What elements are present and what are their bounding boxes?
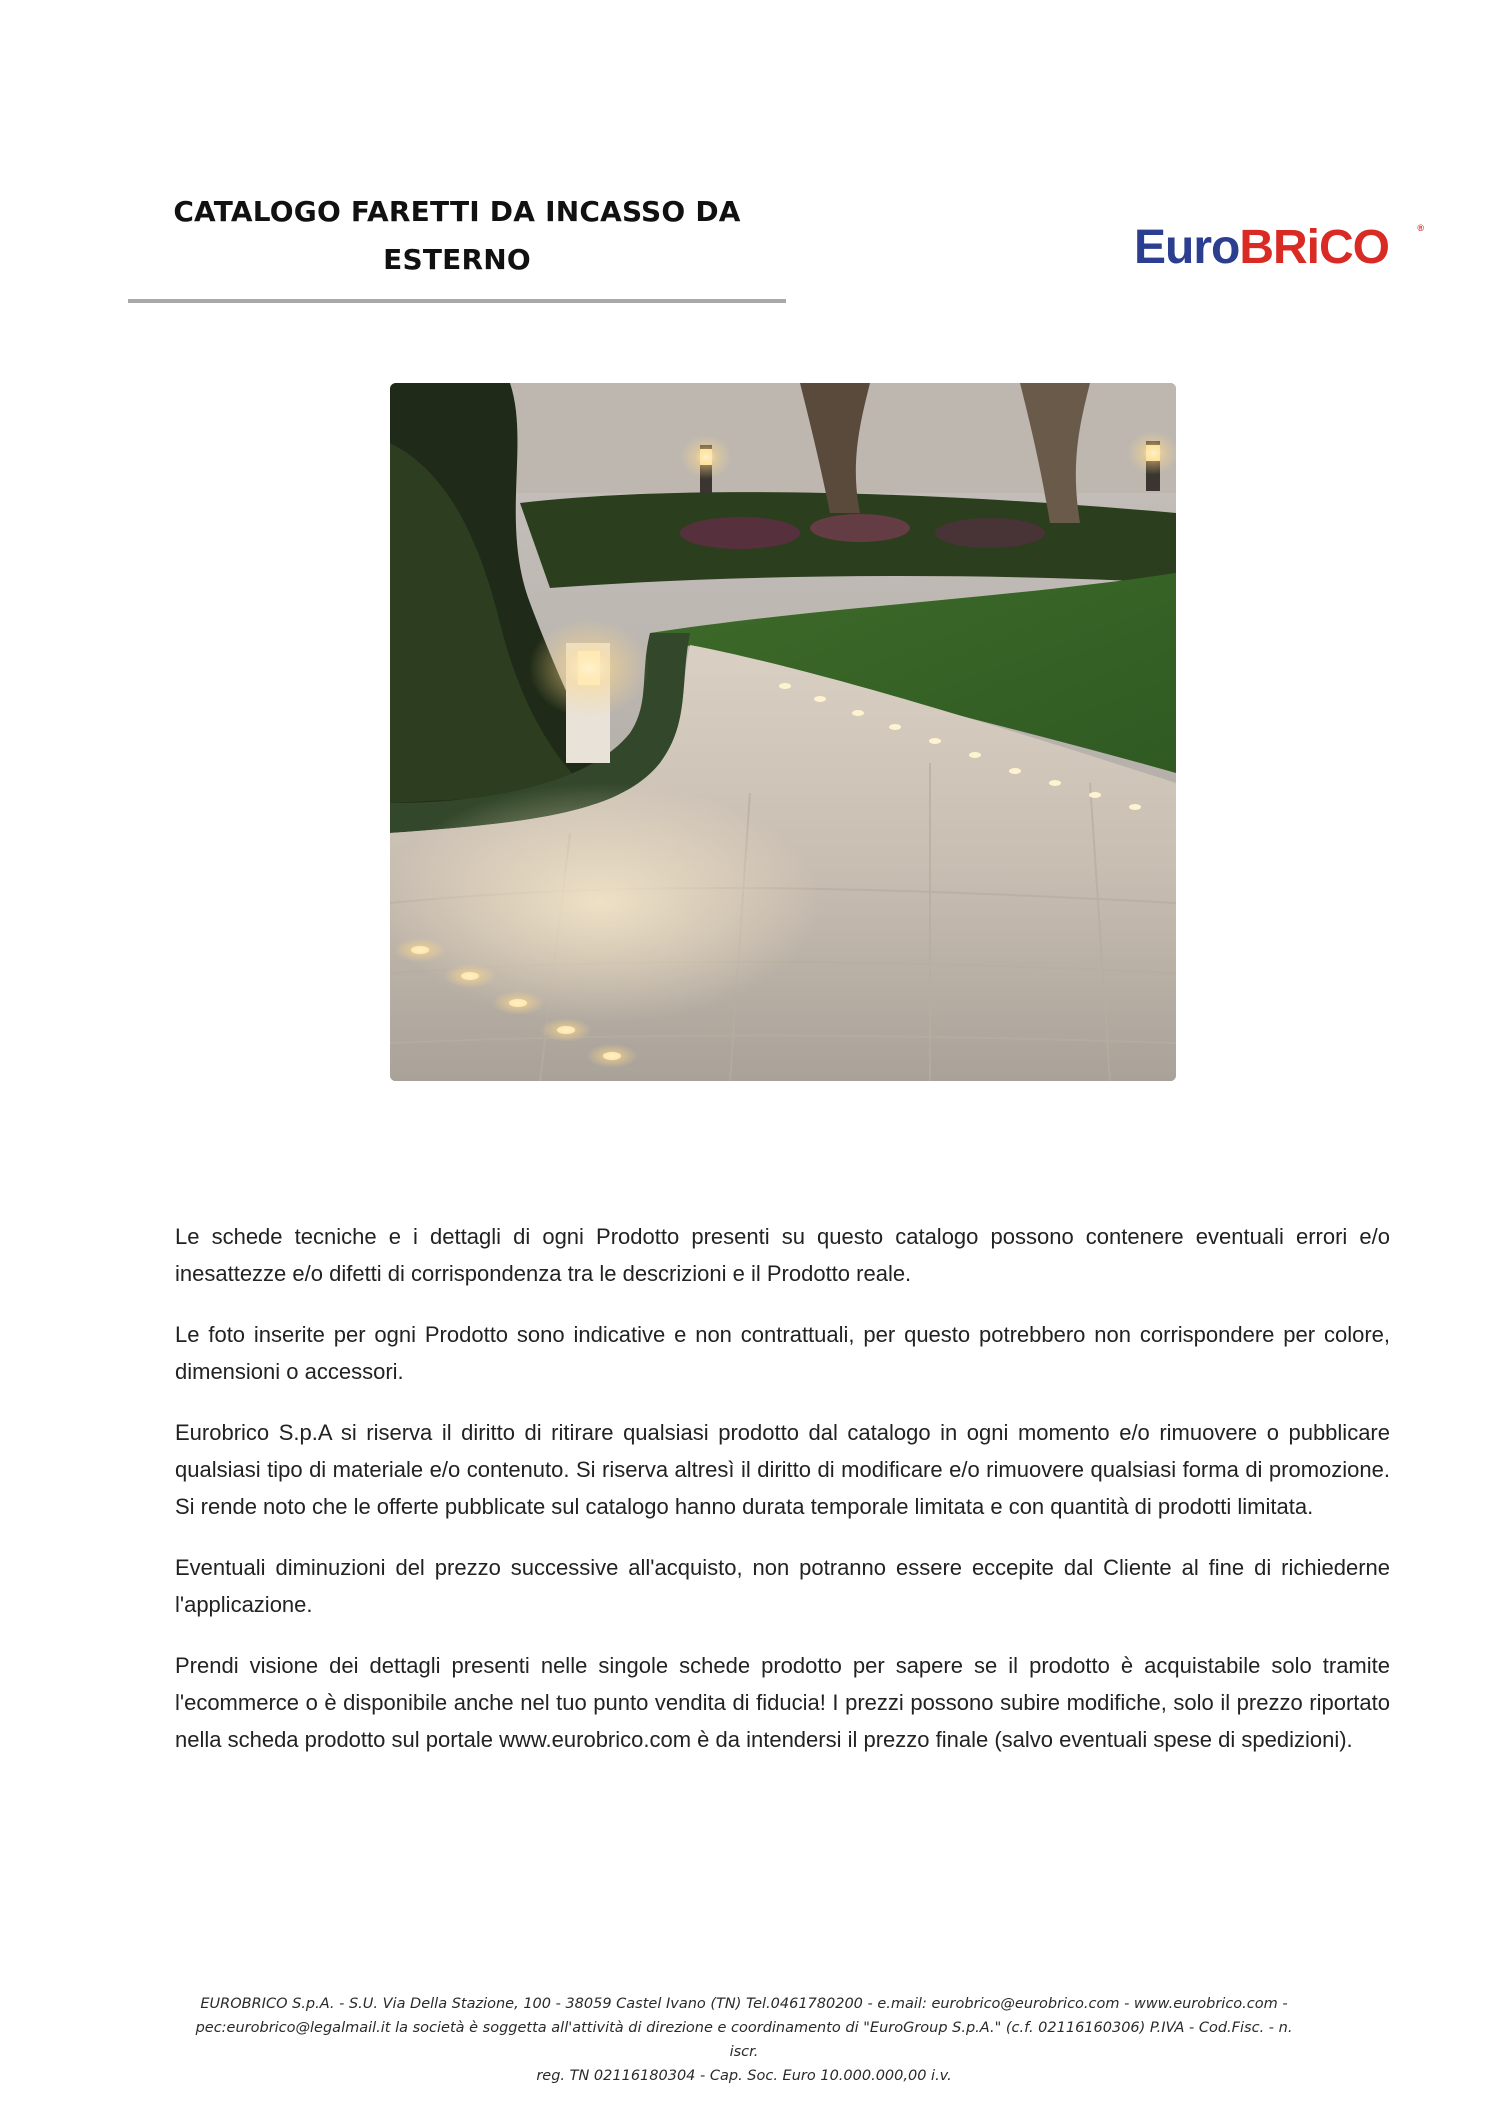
disclaimer-paragraph-1: Le schede tecniche e i dettagli di ogni Prodotto presenti su questo catalogo possono contenere eventuali errori e/o inesattezze e/o difetti di corrispondenza tra le descrizioni e il Prodotto reale. [175, 1224, 1390, 1286]
company-footer [190, 1992, 1298, 2088]
footer-line-2: pec:eurobrico@legalmail.it la società è soggetta all'attività di direzione e coordinamento di "EuroGroup S.p.A." (c.f. 02116160306) P.IVA - Cod.Fisc. - n. iscr. [195, 2020, 1293, 2060]
footer-line-1: EUROBRICO S.p.A. - S.U. Via Della Stazione, 100 - 38059 Castel Ivano (TN) Tel.0461780200 - e.mail: eurobrico@eurobrico.com - www.eurobrico.com - [200, 1996, 1288, 2012]
disclaimer-paragraph-5: Prendi visione dei dettagli presenti nelle singole schede prodotto per sapere se il prodotto è acquistabile solo tramite l'ecommerce o è disponibile anche nel tuo punto vendita di fiducia! I prezzi possono subire modifiche, solo il prezzo riportato nella scheda prodotto sul portale www.eurobrico.com è da intendersi il prezzo finale (salvo eventuali spese di spedizioni). [175, 1653, 1390, 1752]
eurobrico-logo [1134, 218, 1422, 278]
catalog-title-line-2: ESTERNO [383, 243, 531, 276]
disclaimer-paragraph-4: Eventuali diminuzioni del prezzo successive all'acquisto, non potranno essere eccepite dal Cliente al fine di richiederne l'applicazione. [175, 1555, 1390, 1617]
footer-line-3: reg. TN 02116180304 - Cap. Soc. Euro 10.000.000,00 i.v. [536, 2068, 952, 2084]
catalog-title-text [128, 188, 786, 284]
hero-image [390, 383, 1176, 1081]
disclaimer-text [175, 1218, 1390, 1782]
title-divider [128, 299, 786, 303]
garden-night-lighting-photo-icon [390, 383, 1176, 1081]
disclaimer-paragraph-2: Le foto inserite per ogni Prodotto sono indicative e non contrattuali, per questo potrebbero non corrispondere per colore, dimensioni o accessori. [175, 1322, 1390, 1384]
catalog-title [128, 188, 786, 284]
disclaimer-paragraph-3: Eurobrico S.p.A si riserva il diritto di ritirare qualsiasi prodotto dal catalogo in ogni momento e/o rimuovere o pubblicare qualsiasi tipo di materiale e/o contenuto. Si riserva altresì il diritto di modificare e/o rimuovere qualsiasi forma di promozione. Si rende noto che le offerte pubblicate sul catalogo hanno durata temporale limitata e con quantità di prodotti limitata. [175, 1420, 1390, 1519]
catalog-title-line-1: CATALOGO FARETTI DA INCASSO DA [173, 195, 741, 228]
registered-mark: ® [1417, 223, 1424, 233]
logo-euro-text: Euro [1134, 221, 1240, 274]
logo-brico-text: BRiCO [1239, 221, 1390, 274]
